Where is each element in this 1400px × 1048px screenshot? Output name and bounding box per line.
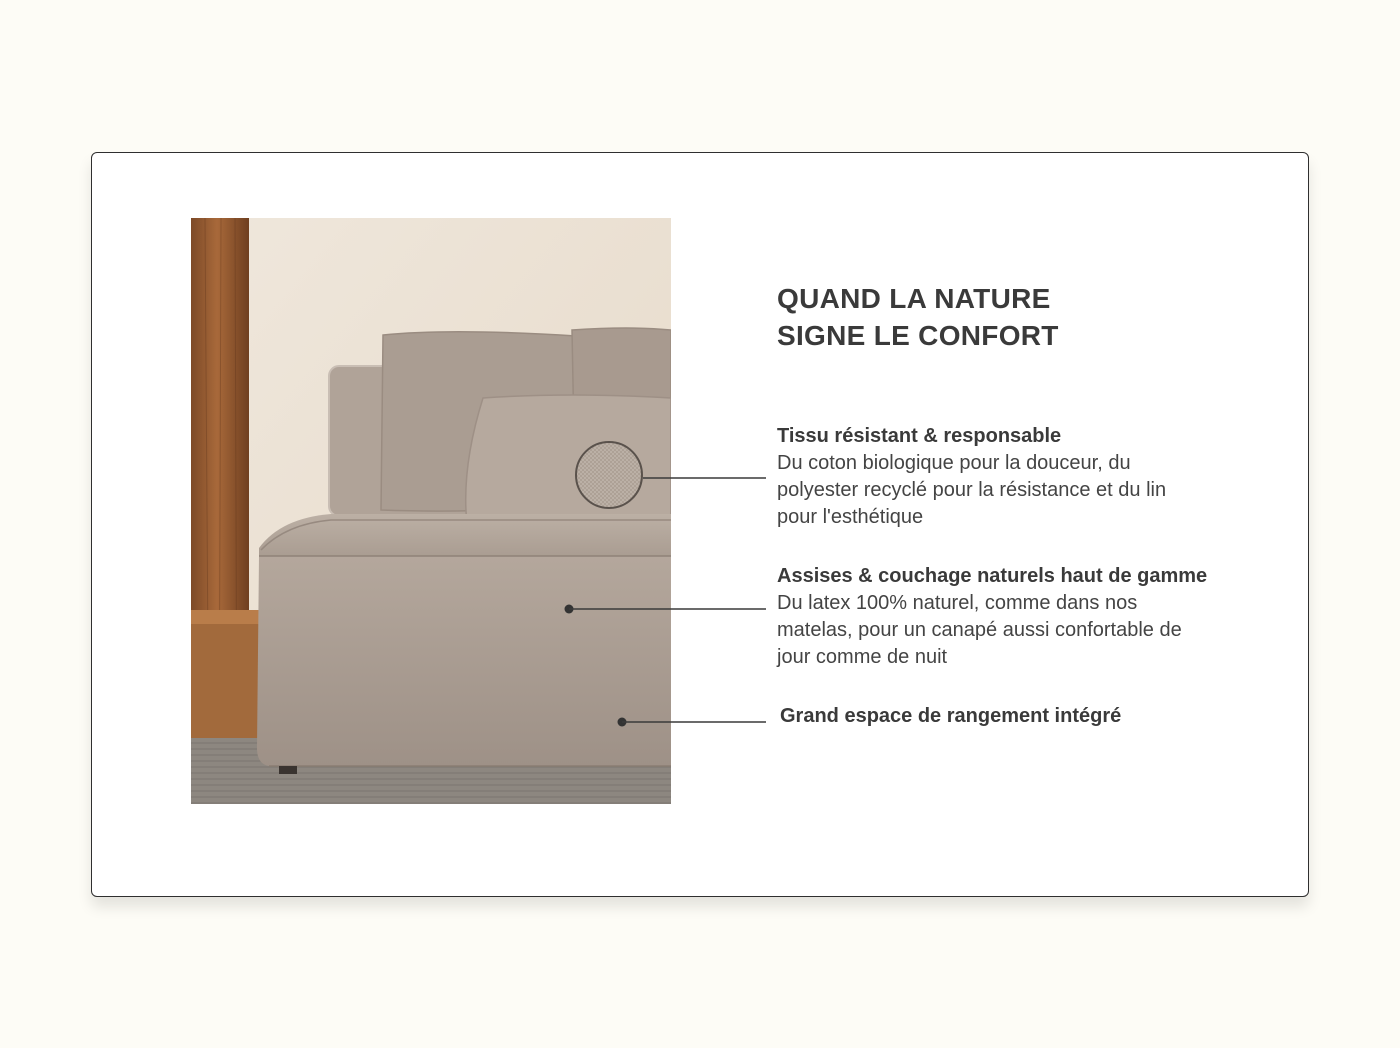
feature-card	[91, 152, 1309, 897]
feature-storage	[780, 703, 1280, 730]
card-title-line-2: SIGNE LE CONFORT	[777, 320, 1059, 351]
feature-seat	[777, 563, 1277, 671]
feature-storage-title: Grand espace de rangement intégré	[780, 705, 1122, 727]
sofa-photo	[191, 218, 671, 804]
feature-fabric-desc-line-1: Du coton biologique pour la douceur, du	[777, 452, 1131, 474]
feature-seat-desc-line-3: jour comme de nuit	[777, 646, 948, 668]
feature-seat-title: Assises & couchage naturels haut de gamme	[777, 565, 1208, 587]
feature-seat-desc-line-2: matelas, pour un canapé aussi confortable de	[777, 619, 1182, 641]
feature-seat-desc-line-1: Du latex 100% naturel, comme dans nos	[777, 592, 1138, 614]
card-title-line-1: QUAND LA NATURE	[777, 283, 1051, 314]
feature-fabric-desc-line-3: pour l'esthétique	[777, 506, 924, 528]
feature-fabric-title: Tissu résistant & responsable	[777, 425, 1062, 447]
card-title	[777, 280, 1059, 354]
feature-fabric-desc-line-2: polyester recyclé pour la résistance et du lin	[777, 479, 1167, 501]
feature-fabric	[777, 423, 1277, 531]
